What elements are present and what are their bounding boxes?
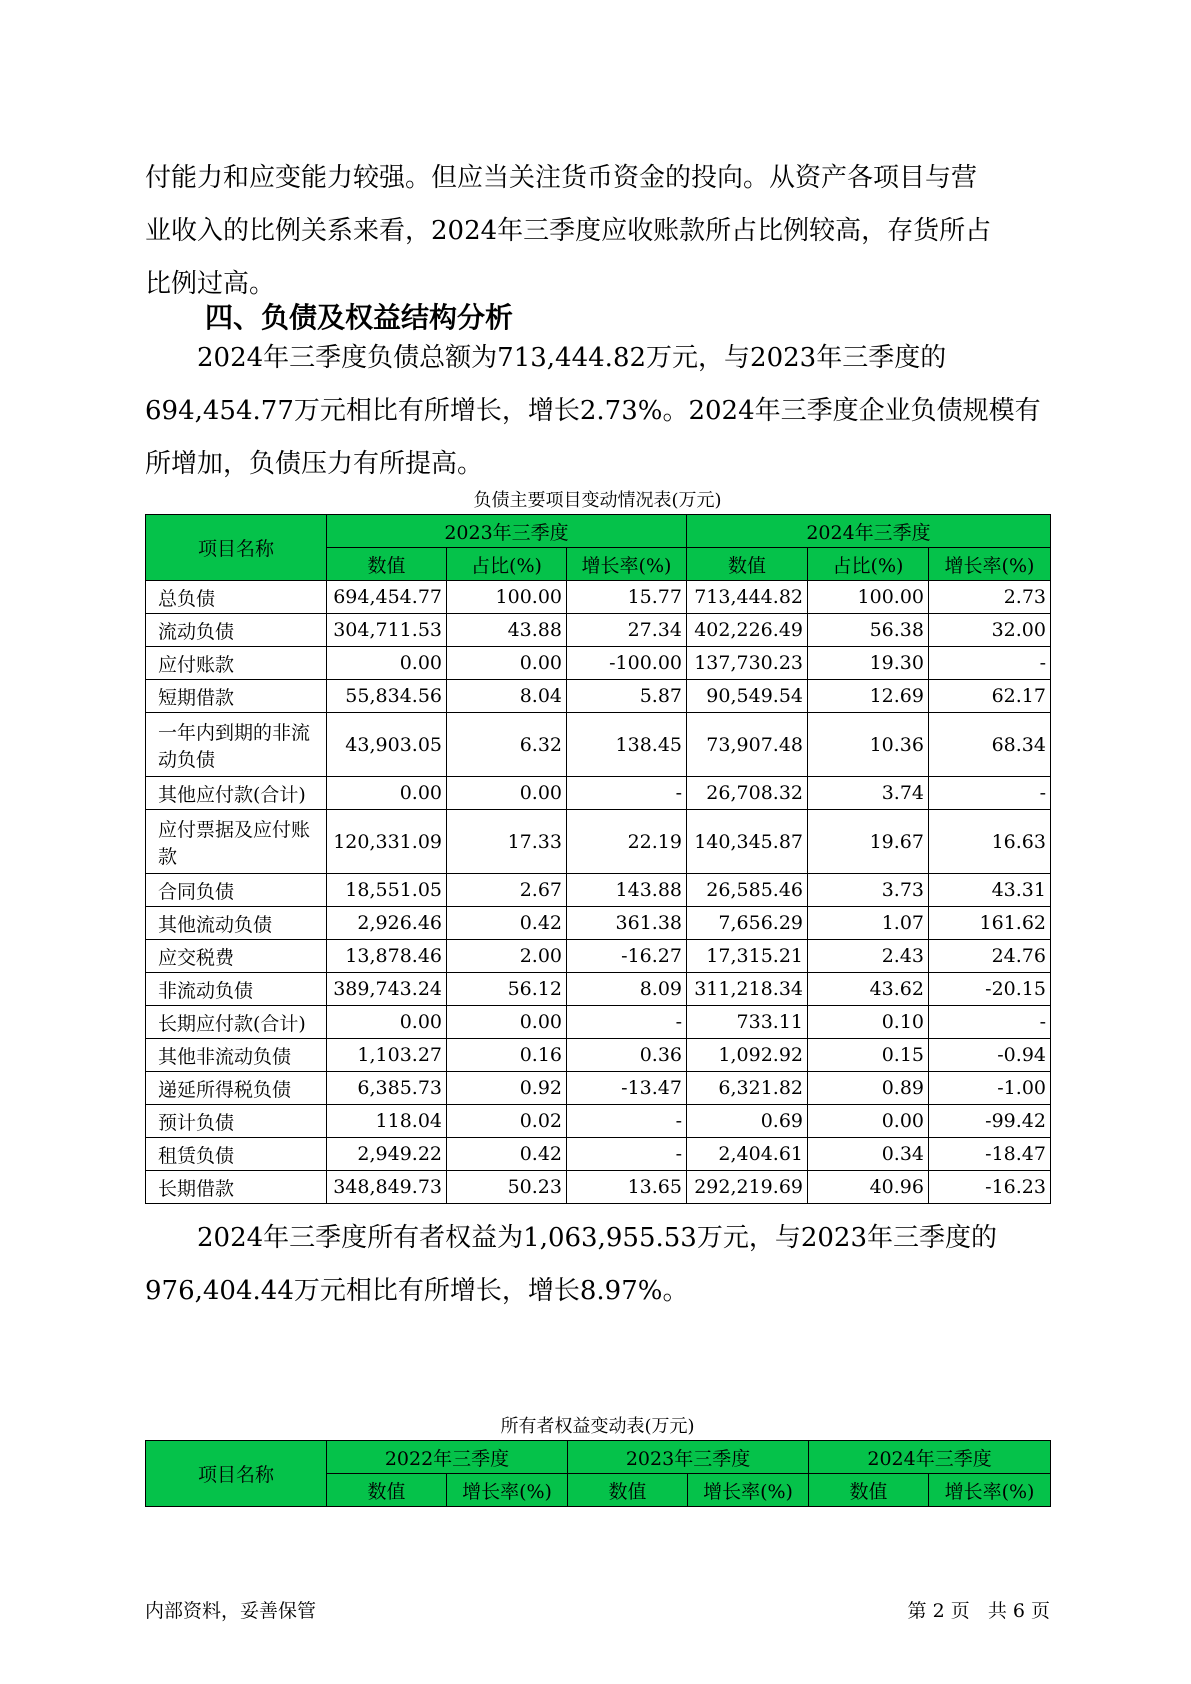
cell-value: 348,849.73 bbox=[327, 1171, 447, 1204]
table-row bbox=[146, 940, 1051, 973]
cell-share: 40.96 bbox=[808, 1171, 929, 1204]
row-name-line: 款 bbox=[158, 845, 178, 868]
cell-share: 3.74 bbox=[808, 777, 929, 810]
cell-value: 0.00 bbox=[327, 777, 447, 810]
cell-value: 6,321.82 bbox=[687, 1072, 808, 1105]
cell-growth: 5.87 bbox=[567, 680, 687, 713]
header-period-2023: 2023年三季度 bbox=[568, 1441, 809, 1474]
cell-share: 0.00 bbox=[808, 1105, 929, 1138]
header-period-2024: 2024年三季度 bbox=[809, 1441, 1051, 1474]
cell-share: 0.15 bbox=[808, 1039, 929, 1072]
header-period-2022: 2022年三季度 bbox=[327, 1441, 568, 1474]
paragraph-liabilities-summary bbox=[145, 332, 1050, 491]
header-period-2023: 2023年三季度 bbox=[327, 515, 687, 548]
row-name: 应交税费 bbox=[146, 940, 327, 973]
footer-note: 内部资料，妥善保管 bbox=[145, 1600, 317, 1622]
row-name: 长期借款 bbox=[146, 1171, 327, 1204]
header-period-2024: 2024年三季度 bbox=[687, 515, 1051, 548]
cell-value: 26,708.32 bbox=[687, 777, 808, 810]
row-name: 合同负债 bbox=[146, 874, 327, 907]
table-row bbox=[146, 1039, 1051, 1072]
cell-growth: - bbox=[567, 1006, 687, 1039]
cell-share: 0.16 bbox=[447, 1039, 567, 1072]
table-caption: 所有者权益变动表(万元) bbox=[500, 1416, 695, 1437]
table-row bbox=[146, 777, 1051, 810]
cell-share: 0.00 bbox=[447, 777, 567, 810]
row-name: 应付账款 bbox=[146, 647, 327, 680]
cell-share: 1.07 bbox=[808, 907, 929, 940]
paragraph-line: 2024年三季度所有者权益为1,063,955.53万元，与2023年三季度的 bbox=[197, 1223, 998, 1253]
cell-share: 2.43 bbox=[808, 940, 929, 973]
cell-value: 17,315.21 bbox=[687, 940, 808, 973]
cell-share: 0.34 bbox=[808, 1138, 929, 1171]
cell-growth: 22.19 bbox=[567, 810, 687, 874]
row-name: 其他应付款(合计) bbox=[146, 777, 327, 810]
cell-growth: 43.31 bbox=[929, 874, 1051, 907]
equity-table bbox=[145, 1440, 1051, 1507]
paragraph-assets-conclusion bbox=[145, 152, 1050, 311]
cell-share: 0.42 bbox=[447, 907, 567, 940]
liabilities-table bbox=[145, 514, 1051, 1204]
cell-value: 73,907.48 bbox=[687, 713, 808, 777]
cell-growth: - bbox=[567, 1105, 687, 1138]
cell-growth: - bbox=[567, 1138, 687, 1171]
row-name: 其他流动负债 bbox=[146, 907, 327, 940]
cell-share: 12.69 bbox=[808, 680, 929, 713]
cell-share: 0.42 bbox=[447, 1138, 567, 1171]
header-item-name: 项目名称 bbox=[146, 1441, 327, 1507]
cell-value: 43,903.05 bbox=[327, 713, 447, 777]
cell-share: 100.00 bbox=[447, 581, 567, 614]
cell-growth: -0.94 bbox=[929, 1039, 1051, 1072]
table-row bbox=[146, 907, 1051, 940]
header-growth: 增长率(%) bbox=[929, 548, 1051, 581]
page-number: 第 2 页 共 6 页 bbox=[907, 1600, 1050, 1622]
cell-share: 56.38 bbox=[808, 614, 929, 647]
cell-share: 0.00 bbox=[447, 1006, 567, 1039]
cell-growth: 15.77 bbox=[567, 581, 687, 614]
cell-value: 2,949.22 bbox=[327, 1138, 447, 1171]
cell-growth: 8.09 bbox=[567, 973, 687, 1006]
cell-value: 694,454.77 bbox=[327, 581, 447, 614]
header-growth: 增长率(%) bbox=[447, 1474, 568, 1507]
cell-value: 26,585.46 bbox=[687, 874, 808, 907]
cell-growth: - bbox=[567, 777, 687, 810]
row-name: 预计负债 bbox=[146, 1105, 327, 1138]
row-name: 总负债 bbox=[146, 581, 327, 614]
cell-growth: 32.00 bbox=[929, 614, 1051, 647]
cell-share: 43.62 bbox=[808, 973, 929, 1006]
cell-growth: - bbox=[929, 647, 1051, 680]
cell-value: 304,711.53 bbox=[327, 614, 447, 647]
cell-value: 13,878.46 bbox=[327, 940, 447, 973]
table-row bbox=[146, 713, 1051, 777]
cell-share: 8.04 bbox=[447, 680, 567, 713]
cell-share: 100.00 bbox=[808, 581, 929, 614]
header-growth: 增长率(%) bbox=[929, 1474, 1051, 1507]
table-row bbox=[146, 680, 1051, 713]
cell-value: 7,656.29 bbox=[687, 907, 808, 940]
table-caption: 负债主要项目变动情况表(万元) bbox=[473, 490, 722, 511]
cell-value: 389,743.24 bbox=[327, 973, 447, 1006]
table-row bbox=[146, 581, 1051, 614]
cell-growth: 68.34 bbox=[929, 713, 1051, 777]
cell-growth: 0.36 bbox=[567, 1039, 687, 1072]
row-name bbox=[146, 713, 327, 777]
cell-value: 6,385.73 bbox=[327, 1072, 447, 1105]
table-row bbox=[146, 1105, 1051, 1138]
cell-value: 118.04 bbox=[327, 1105, 447, 1138]
header-value: 数值 bbox=[809, 1474, 929, 1507]
cell-value: 402,226.49 bbox=[687, 614, 808, 647]
cell-share: 0.10 bbox=[808, 1006, 929, 1039]
row-name: 其他非流动负债 bbox=[146, 1039, 327, 1072]
cell-growth: -1.00 bbox=[929, 1072, 1051, 1105]
cell-growth: -16.23 bbox=[929, 1171, 1051, 1204]
cell-share: 43.88 bbox=[447, 614, 567, 647]
table-row bbox=[146, 874, 1051, 907]
header-growth: 增长率(%) bbox=[688, 1474, 809, 1507]
header-value: 数值 bbox=[327, 1474, 447, 1507]
cell-growth: 138.45 bbox=[567, 713, 687, 777]
paragraph-line: 694,454.77万元相比有所增长，增长2.73%。2024年三季度企业负债规模有 bbox=[145, 396, 1041, 426]
row-name: 长期应付款(合计) bbox=[146, 1006, 327, 1039]
row-name: 非流动负债 bbox=[146, 973, 327, 1006]
row-name-line: 动负债 bbox=[158, 748, 216, 771]
row-name: 租赁负债 bbox=[146, 1138, 327, 1171]
header-value: 数值 bbox=[687, 548, 808, 581]
cell-share: 3.73 bbox=[808, 874, 929, 907]
row-name-line: 应付票据及应付账 bbox=[158, 818, 311, 841]
header-value: 数值 bbox=[327, 548, 447, 581]
row-name: 递延所得税负债 bbox=[146, 1072, 327, 1105]
cell-value: 311,218.34 bbox=[687, 973, 808, 1006]
header-item-name: 项目名称 bbox=[146, 515, 327, 581]
cell-growth: 62.17 bbox=[929, 680, 1051, 713]
cell-share: 0.02 bbox=[447, 1105, 567, 1138]
cell-growth: -13.47 bbox=[567, 1072, 687, 1105]
paragraph-line: 付能力和应变能力较强。但应当关注货币资金的投向。从资产各项目与营 bbox=[145, 163, 978, 193]
cell-share: 17.33 bbox=[447, 810, 567, 874]
header-growth: 增长率(%) bbox=[567, 548, 687, 581]
cell-share: 19.30 bbox=[808, 647, 929, 680]
cell-value: 55,834.56 bbox=[327, 680, 447, 713]
cell-share: 19.67 bbox=[808, 810, 929, 874]
cell-growth: -20.15 bbox=[929, 973, 1051, 1006]
cell-value: 2,926.46 bbox=[327, 907, 447, 940]
header-share: 占比(%) bbox=[447, 548, 567, 581]
cell-share: 2.67 bbox=[447, 874, 567, 907]
cell-value: 713,444.82 bbox=[687, 581, 808, 614]
cell-growth: 13.65 bbox=[567, 1171, 687, 1204]
cell-value: 0.00 bbox=[327, 1006, 447, 1039]
cell-share: 0.89 bbox=[808, 1072, 929, 1105]
cell-growth: -16.27 bbox=[567, 940, 687, 973]
table-row bbox=[146, 614, 1051, 647]
cell-share: 56.12 bbox=[447, 973, 567, 1006]
header-value: 数值 bbox=[568, 1474, 688, 1507]
cell-growth: - bbox=[929, 777, 1051, 810]
cell-value: 2,404.61 bbox=[687, 1138, 808, 1171]
cell-growth: -100.00 bbox=[567, 647, 687, 680]
paragraph-line: 所增加，负债压力有所提高。 bbox=[145, 449, 484, 479]
cell-growth: 16.63 bbox=[929, 810, 1051, 874]
cell-growth: 24.76 bbox=[929, 940, 1051, 973]
cell-share: 50.23 bbox=[447, 1171, 567, 1204]
cell-value: 137,730.23 bbox=[687, 647, 808, 680]
table-row bbox=[146, 1171, 1051, 1204]
paragraph-line: 2024年三季度负债总额为713,444.82万元，与2023年三季度的 bbox=[197, 343, 947, 373]
cell-growth: 361.38 bbox=[567, 907, 687, 940]
cell-growth: 143.88 bbox=[567, 874, 687, 907]
cell-growth: -18.47 bbox=[929, 1138, 1051, 1171]
row-name: 短期借款 bbox=[146, 680, 327, 713]
cell-value: 733.11 bbox=[687, 1006, 808, 1039]
cell-growth: - bbox=[929, 1006, 1051, 1039]
cell-value: 90,549.54 bbox=[687, 680, 808, 713]
cell-growth: 27.34 bbox=[567, 614, 687, 647]
table-row bbox=[146, 1072, 1051, 1105]
header-share: 占比(%) bbox=[808, 548, 929, 581]
cell-value: 0.69 bbox=[687, 1105, 808, 1138]
section-heading: 四、负债及权益结构分析 bbox=[205, 301, 514, 334]
table-row bbox=[146, 1006, 1051, 1039]
cell-share: 6.32 bbox=[447, 713, 567, 777]
cell-value: 140,345.87 bbox=[687, 810, 808, 874]
table-row bbox=[146, 647, 1051, 680]
paragraph-line: 976,404.44万元相比有所增长，增长8.97%。 bbox=[145, 1276, 689, 1306]
cell-value: 0.00 bbox=[327, 647, 447, 680]
cell-value: 18,551.05 bbox=[327, 874, 447, 907]
cell-growth: -99.42 bbox=[929, 1105, 1051, 1138]
cell-share: 0.92 bbox=[447, 1072, 567, 1105]
cell-share: 0.00 bbox=[447, 647, 567, 680]
paragraph-line: 比例过高。 bbox=[145, 269, 276, 299]
cell-value: 1,092.92 bbox=[687, 1039, 808, 1072]
table-row bbox=[146, 973, 1051, 1006]
cell-value: 1,103.27 bbox=[327, 1039, 447, 1072]
cell-growth: 161.62 bbox=[929, 907, 1051, 940]
table-row bbox=[146, 1138, 1051, 1171]
cell-share: 2.00 bbox=[447, 940, 567, 973]
cell-value: 120,331.09 bbox=[327, 810, 447, 874]
table-row bbox=[146, 810, 1051, 874]
row-name-line: 一年内到期的非流 bbox=[158, 721, 311, 744]
paragraph-line: 业收入的比例关系来看，2024年三季度应收账款所占比例较高，存货所占 bbox=[145, 216, 992, 246]
cell-share: 10.36 bbox=[808, 713, 929, 777]
cell-value: 292,219.69 bbox=[687, 1171, 808, 1204]
row-name bbox=[146, 810, 327, 874]
row-name: 流动负债 bbox=[146, 614, 327, 647]
paragraph-equity-summary bbox=[145, 1212, 1050, 1318]
cell-growth: 2.73 bbox=[929, 581, 1051, 614]
